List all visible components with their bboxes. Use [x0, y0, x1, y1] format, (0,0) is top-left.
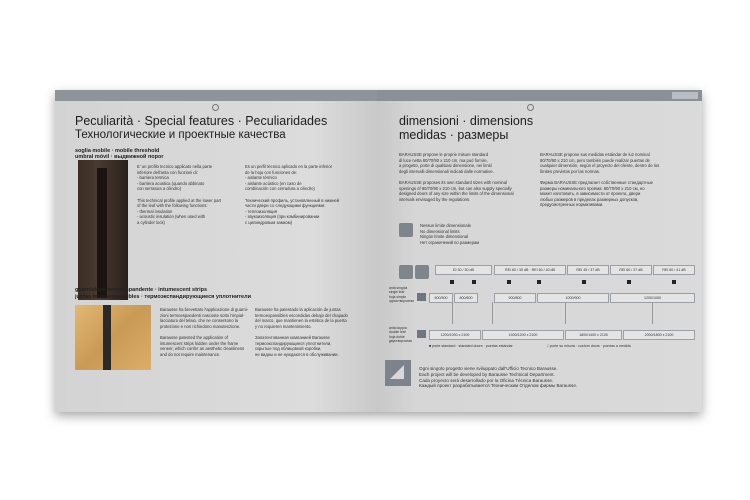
rating-rei60a: REI 60 / 30 dB · REI 60 / 40 dB [494, 265, 566, 275]
rating-rei45: REI 45 / 37 dB [567, 265, 609, 275]
single-cell: 1200/1000 [610, 293, 695, 303]
dimensions-text-it-en: BARAUSSE propone le proprie misure standard di luce netta 80/70/90 x 210 cm, ma può fornire, a progetto, porte di qualsiasi dimensione, nei limiti degli intervalli dimensionali indicati dalle normative. BARAUSSE proposes its own standard sizes with nominal openings of 80/70/90 x 210 cm, but can also supply specially designed doors of any size within the limits of the dimensional intervals envisaged by the regulations. [399, 152, 514, 202]
threshold-text-es-ru: Es un perfil técnico aplicado en la parte inferior de la hoja con funciones de: - aislante térmico - aislante acústico (en caso de combinación con cerradura a cilindro) Технический профиль, установленный в нижней части двери со следующими функциями: - теплоизоляция - звукоизоляция (при комбинировании с цилиндровым замком) [245, 164, 340, 225]
standard-marker [507, 280, 511, 284]
standard-marker [472, 280, 476, 284]
dimensions-text-es-ru: BARAUSSE propone sus medidas estándar de luz nominal 80/70/90 x 210 cm, pero también puede realizar puertas de cualquier dimensión, según el proyecto del cliente, dentro de los límites previstos por las normas. Фирма BARAUSSE предлагает собственные стандартные размеры номинального проёма: 80/70/90 x 210 см, но может изготовить, в зависимости от проекта, двери любых размеров в пределах размерных допусков, предусмотренных нормативами. [540, 152, 660, 208]
guide-line [652, 302, 653, 324]
top-bar [55, 90, 377, 101]
strips-detail [103, 305, 111, 370]
rating-rei60c: REI 60 / 41 dB [653, 265, 695, 275]
single-leaf-chip [417, 293, 426, 301]
barausse-logo-icon [385, 360, 411, 386]
right-page [377, 90, 702, 412]
left-page [55, 90, 377, 412]
standard-marker [582, 280, 586, 284]
strips-text-es-ru: Barausse ha patentado la aplicación de juntas termoexpansibles escondidas debajo del chapado del marco, que mantienen la estética de la puerta y no requieren mantenimiento. Запатентованная компанией Barausse термоэкспандирующиеся уплотнители, скрытые под облицовкой коробки, не видны и не нуждаются в обслуживании. [255, 307, 348, 357]
standard-marker [672, 280, 676, 284]
strips-photo [75, 305, 151, 370]
double-cell: 2000/1800 x 2100 [623, 330, 695, 340]
double-leaf-chip [417, 330, 426, 338]
guide-line [492, 302, 493, 324]
rating-ei30: EI 30 / 30 dB [435, 265, 492, 275]
legend-standard: ■ porte standard · standard doors · puertas estándar [429, 344, 513, 348]
page-marker-icon [212, 104, 219, 111]
threshold-detail [97, 168, 107, 298]
double-cell: 1400/1200 x 2100 [482, 330, 564, 340]
page-marker-icon [527, 104, 534, 111]
rating-rei60b: REI 60 / 37 dB [610, 265, 652, 275]
page-title-ru: Технологические и проектные качества [75, 129, 286, 141]
guide-line [452, 302, 453, 324]
top-bar-right [377, 90, 702, 101]
strips-heading-ru: juntas termoexpansibles · термоэкспандирующиеся уплотнители [75, 294, 251, 300]
footer-line: Each project will be developed by Barausse Technical Department. [419, 371, 555, 377]
sound-hand-icon [415, 265, 429, 279]
no-limits-1: Nessun limite dimensionale [420, 223, 471, 228]
no-limits-4: Нет ограничений по размерам [420, 239, 480, 245]
page-title-sub: medidas · размеры [399, 128, 509, 142]
standard-marker [537, 280, 541, 284]
standard-marker [450, 280, 454, 284]
brochure-spread [55, 90, 702, 412]
double-cell: 1800/1400 x 2100 [565, 330, 622, 340]
hand-icon [399, 223, 413, 237]
footer-line: Cada proyecto será desarrollado por la Oficina Técnica Barausse. [419, 377, 554, 383]
brand-logo [672, 92, 698, 99]
footer-line: Каждый проект разрабатывается Техническим Отделом фирмы Barausse. [419, 383, 578, 389]
no-limits-3: Ningún límite dimensional [420, 234, 468, 239]
row-label-double: anta doppia double leaf hoja doble двустворчатая [389, 326, 412, 344]
footer-line: Ogni singolo progetto viene sviluppato dall'Ufficio Tecnico Barausse. [419, 366, 558, 371]
single-cell: 600/500 [429, 293, 453, 303]
row-label-single: anta singola single leaf hoja simple одностворчатая [389, 286, 415, 304]
threshold-text-it-en: E' un profilo tecnico applicato nella parte inferiore dell'anta con funzioni di: - barriera termica - barriera acustica (quando abbinato con serratura a cilindro) This technical profile applied at the lower part of the leaf with the following functions: - thermal insulation - acoustic insulation (when used with a cylinder lock) [137, 164, 222, 225]
standard-marker [627, 280, 631, 284]
strips-heading: guarnizione termoespandente · intumescent strips [75, 287, 208, 293]
strips-text-it-en: Barausse ha brevettato l'applicazione di guarni- zioni termoespandenti nascoste sotto l'impial- lacciatura del telaio, che ne consentono la protezione e non richiedono manutenzione. Barausse patented the application of intumescent strips hidden under the frame veneer, which confer an aesthetic cleanliness and do not require maintenance. [160, 307, 249, 357]
page-title: Peculiarità · Special features · Peculiaridades [75, 114, 328, 128]
no-limits-2: No dimensional limits [420, 228, 460, 234]
page-title: dimensioni · dimensions [399, 114, 534, 128]
fire-hand-icon [399, 265, 413, 279]
single-cell: 900/800 [494, 293, 536, 303]
threshold-heading: soglia mobile · mobile threshold [75, 148, 160, 154]
single-cell: 1000/900 [537, 293, 609, 303]
double-cell: 1200/1000 x 2100 [429, 330, 481, 340]
guide-line [565, 302, 566, 324]
legend-custom: □ porte su misura · custom doors · puertas a medida [547, 344, 631, 348]
single-cell: 800/600 [454, 293, 478, 303]
threshold-heading-ru: umbral móvil · выдвижной порог [75, 154, 164, 160]
